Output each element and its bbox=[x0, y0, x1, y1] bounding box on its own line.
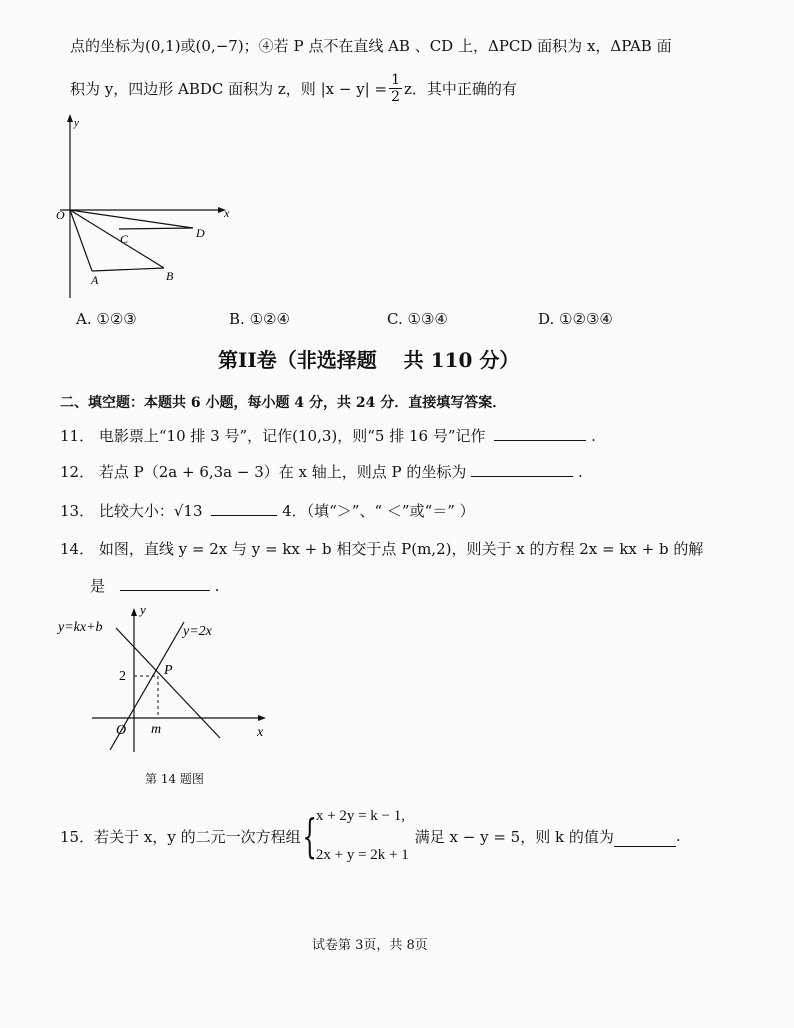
q13-pre: 比较大小：√13 bbox=[98, 502, 203, 520]
fig14-x-arrow-icon bbox=[258, 715, 266, 721]
q14-figure bbox=[50, 600, 290, 765]
section-title: 第II卷（非选择题 共 110 分） bbox=[218, 348, 520, 372]
fig1-label-B: B bbox=[166, 269, 174, 283]
option-letter: D. bbox=[538, 310, 555, 328]
fig1-label-C: C bbox=[120, 232, 129, 246]
question-11 bbox=[60, 425, 596, 446]
q14-line2-pre: 是 bbox=[90, 577, 106, 595]
system-brace: { bbox=[301, 809, 317, 863]
fraction-half bbox=[389, 72, 402, 105]
fig1-label-O: O bbox=[56, 208, 65, 222]
q14-number: 14． bbox=[60, 540, 95, 558]
q12-number: 12． bbox=[60, 463, 95, 481]
equation-system bbox=[316, 808, 409, 864]
segment-CD bbox=[119, 228, 193, 229]
q14-line1: 如图，直线 y = 2x 与 y = kx + b 相交于点 P(m,2)，则关于 x 的方程 2x = kx + b 的解 bbox=[98, 540, 704, 558]
option-text: ①②③④ bbox=[559, 310, 613, 328]
q15-answer-blank[interactable] bbox=[614, 832, 676, 847]
option-C bbox=[387, 310, 448, 328]
q13-number: 13． bbox=[60, 502, 95, 520]
q10-line1: 点的坐标为(0,1)或(0,−7)；④若 P 点不在直线 AB 、CD 上，ΔPCD 面积为 x，ΔPAB 面 bbox=[70, 37, 672, 55]
q12-text: 若点 P（2a + 6,3a − 3）在 x 轴上，则点 P 的坐标为 bbox=[98, 463, 467, 481]
fig1-label-y: y bbox=[74, 117, 79, 129]
fig14-label-x: x bbox=[257, 725, 264, 740]
fig14-label-P: P bbox=[164, 663, 173, 678]
q14-line2 bbox=[90, 575, 219, 596]
fig14-label-m: m bbox=[151, 722, 162, 737]
q15-pre: 若关于 x，y 的二元一次方程组 bbox=[94, 827, 301, 846]
fig1-y-arrow-icon bbox=[67, 114, 73, 122]
q11-number: 11． bbox=[60, 427, 95, 445]
question-12 bbox=[60, 461, 583, 482]
q11-end: . bbox=[591, 427, 596, 445]
fraction-numerator: 1 bbox=[391, 72, 400, 88]
option-D bbox=[538, 310, 613, 328]
question-13 bbox=[60, 500, 475, 521]
q12-end: . bbox=[577, 463, 583, 481]
q10-line2-pre: 积为 y，四边形 ABDC 面积为 z，则 |x − y| = bbox=[70, 80, 388, 98]
question-14 bbox=[60, 538, 703, 559]
q13-answer-blank[interactable] bbox=[211, 501, 277, 516]
option-text: ①③④ bbox=[407, 310, 448, 328]
option-text: ①②③ bbox=[96, 310, 137, 328]
segment-OD bbox=[70, 210, 193, 228]
option-text: ①②④ bbox=[249, 310, 290, 328]
line-y-kx-b bbox=[116, 628, 220, 738]
q15-number: 15． bbox=[60, 827, 95, 846]
fig14-label-line-kx-b: y=kx+b bbox=[58, 620, 103, 635]
option-letter: B. bbox=[229, 310, 245, 328]
q11-text: 电影票上“10 排 3 号”，记作(10,3)，则“5 排 16 号”记作 bbox=[98, 427, 486, 445]
fig14-caption: 第 14 题图 bbox=[145, 772, 204, 786]
q15-post: 满足 x − y = 5，则 k 的值为 bbox=[414, 827, 614, 846]
option-B bbox=[229, 310, 290, 328]
q11-answer-blank[interactable] bbox=[494, 426, 586, 441]
q10-figure bbox=[50, 110, 250, 305]
fig1-label-D: D bbox=[196, 226, 205, 240]
fraction-denominator: 2 bbox=[391, 89, 400, 105]
part2-heading: 二、填空题：本题共 6 小题，每小题 4 分，共 24 分．直接填写答案． bbox=[60, 395, 507, 411]
segment-AB bbox=[92, 268, 164, 271]
fig14-label-y: y bbox=[140, 602, 146, 617]
fig1-label-A: A bbox=[91, 273, 99, 287]
q14-answer-blank[interactable] bbox=[120, 576, 210, 591]
q14-line2-post: . bbox=[214, 577, 220, 595]
option-letter: C. bbox=[387, 310, 403, 328]
fig14-y-arrow-icon bbox=[131, 608, 137, 616]
fig14-label-2: 2 bbox=[119, 669, 126, 684]
equation-2: 2x + y = 2k + 1 bbox=[315, 847, 409, 863]
fig1-label-x: x bbox=[224, 206, 230, 220]
fig14-label-O: O bbox=[116, 723, 127, 738]
q10-line2-post: z．其中正确的有 bbox=[403, 80, 517, 98]
q13-post: 4．（填“＞”、“ ＜”或“＝” ） bbox=[282, 502, 475, 520]
fig14-label-line-2x: y=2x bbox=[183, 624, 212, 639]
q12-answer-blank[interactable] bbox=[471, 462, 573, 477]
segment-OA bbox=[70, 210, 92, 271]
option-A bbox=[76, 310, 137, 328]
equation-1: x + 2y = k − 1, bbox=[315, 808, 405, 824]
question-15 bbox=[60, 808, 681, 864]
option-letter: A. bbox=[76, 310, 92, 328]
q15-end: . bbox=[675, 827, 681, 845]
segment-OB bbox=[70, 210, 164, 268]
q10-line2 bbox=[70, 72, 517, 105]
page-footer: 试卷第 3页，共 8页 bbox=[312, 938, 428, 953]
